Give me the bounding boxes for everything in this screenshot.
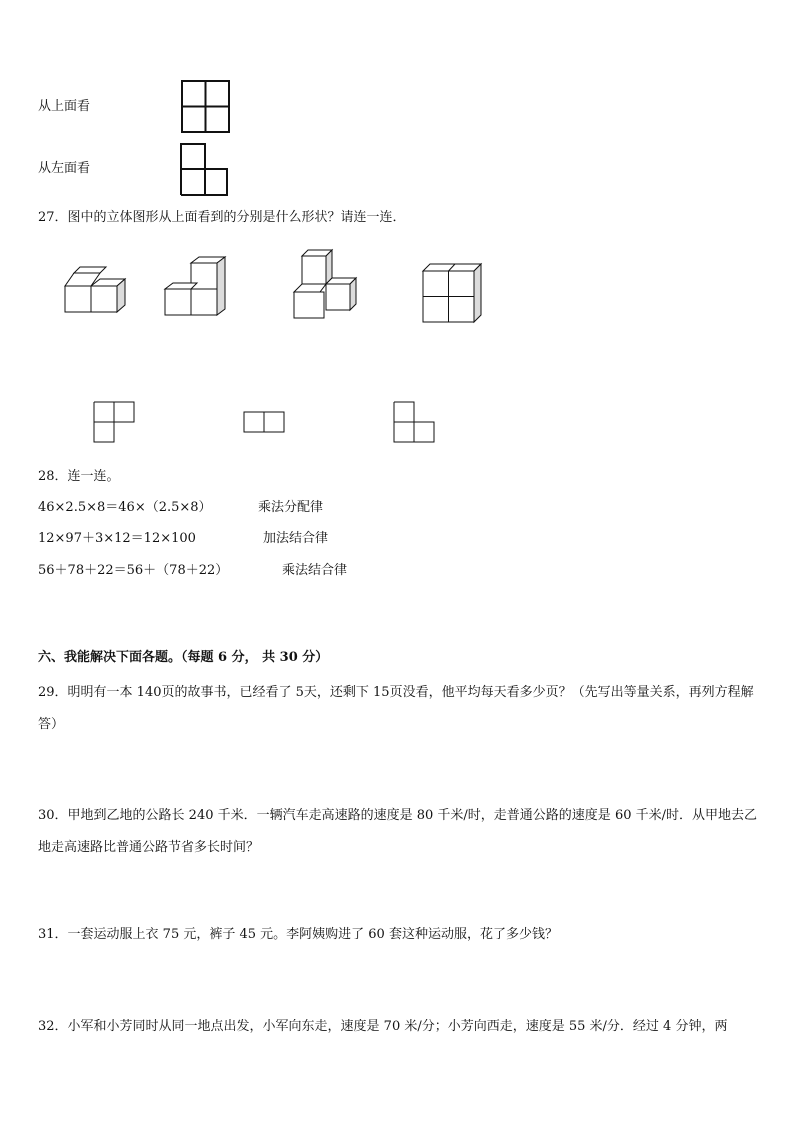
solid-figure-3 bbox=[290, 248, 370, 328]
solid-figure-1 bbox=[60, 265, 130, 335]
question-28-title: 28．连一连。 bbox=[38, 469, 120, 484]
section-6-title: 六、我能解决下面各题。（每题 6 分， 共 30 分） bbox=[38, 650, 329, 665]
answer-shape-l-top-right bbox=[93, 401, 137, 445]
question-32: 32．小军和小芳同时从同一地点出发，小军向东走，速度是 70 米/分；小芳向西走，速度是 55 米/分．经过 4 分钟，两 bbox=[38, 1019, 728, 1034]
solid-figure-2 bbox=[163, 255, 233, 325]
q28-right-item-2: 加法结合律 bbox=[263, 531, 329, 546]
q28-right-item-3: 乘法结合律 bbox=[282, 563, 348, 578]
question-27: 27．图中的立体图形从上面看到的分别是什么形状？请连一连． bbox=[38, 210, 406, 225]
answer-shape-two-squares bbox=[243, 411, 287, 435]
q28-left-item-1: 46×2.5×8＝46×（2.5×8） bbox=[38, 500, 212, 515]
q28-right-item-1: 乘法分配律 bbox=[258, 500, 324, 515]
question-30: 30．甲地到乙地的公路长 240 千米．一辆汽车走高速路的速度是 80 千米/时，走普通公路的速度是 60 千米/时．从甲地去乙地走高速路比普通公路节省多长时间？ bbox=[38, 808, 757, 855]
answer-shape-l-bottom-right bbox=[393, 401, 437, 445]
view-left-label: 从左面看 bbox=[38, 161, 91, 176]
question-31: 31．一套运动服上衣 75 元，裤子 45 元。李阿姨购进了 60 套这种运动服，花了多少钱？ bbox=[38, 927, 558, 942]
q28-left-item-2: 12×97＋3×12＝12×100 bbox=[38, 531, 196, 546]
solid-figure-4 bbox=[420, 260, 490, 340]
q28-left-item-3: 56＋78＋22＝56＋（78＋22） bbox=[38, 563, 229, 578]
top-view-2x2-grid bbox=[181, 80, 231, 134]
view-top-label: 从上面看 bbox=[38, 99, 91, 114]
question-29: 29．明明有一本 140页的故事书，已经看了 5天，还剩下 15页没看，他平均每天看多少页？（先写出等量关系，再列方程解答） bbox=[38, 685, 754, 732]
left-view-l-shape bbox=[180, 143, 230, 197]
